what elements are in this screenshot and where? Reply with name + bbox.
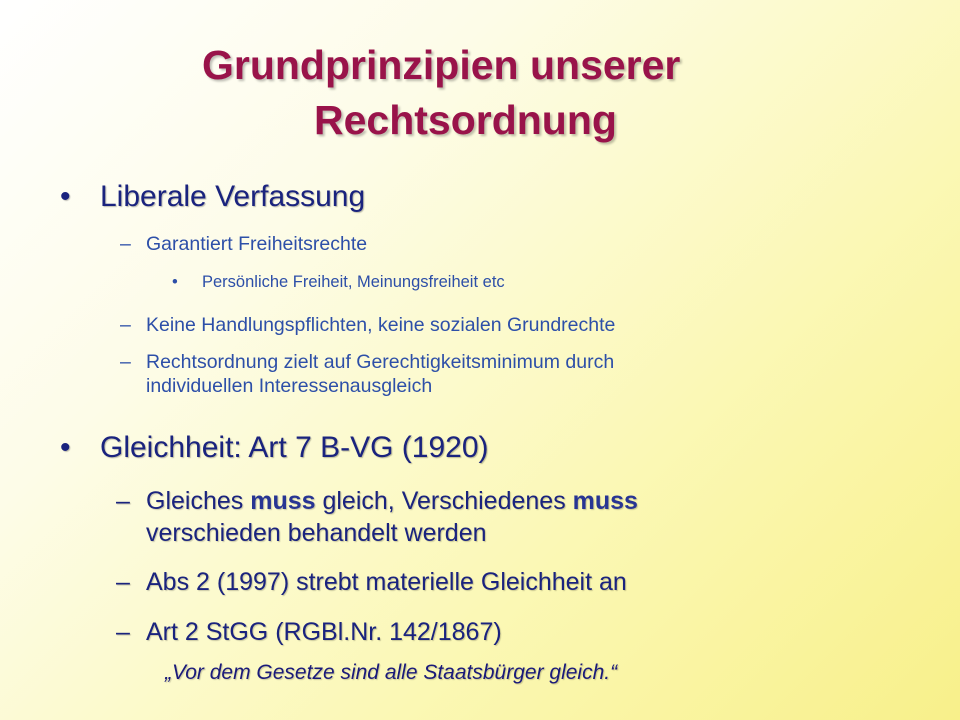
bullet-marker: •: [60, 431, 71, 464]
sub-sub-item-label: Persönliche Freiheit, Meinungsfreiheit etc: [202, 273, 505, 291]
emphasis-muss: muss: [572, 487, 638, 515]
dash-marker: –: [120, 314, 131, 336]
sub-item-line-2: verschieden behandelt werden: [146, 519, 487, 547]
title-line-2: Rechtsordnung: [314, 97, 617, 143]
sub-item-label: Art 2 StGG (RGBl.Nr. 142/1867): [146, 618, 502, 646]
bullet-liberale-verfassung: [60, 180, 366, 214]
sub-item-label: Garantiert Freiheitsrechte: [146, 233, 368, 255]
sub-item-line-2: individuellen Interessenausgleich: [146, 375, 433, 397]
sub-item-text: gleich, Verschiedenes: [315, 487, 573, 515]
sub-item-label: Keine Handlungspflichten, keine sozialen Grundrechte: [146, 314, 616, 336]
bullet-marker: •: [172, 273, 178, 291]
sub-item-rechtsordnung: [120, 350, 615, 398]
sub-sub-item-freiheit: [172, 272, 505, 292]
sub-item-stgg: [116, 616, 502, 648]
quote-text: „Vor dem Gesetze sind alle Staatsbürger gleich.“: [165, 661, 618, 684]
dash-marker: –: [116, 568, 130, 596]
sub-item-line-1: Rechtsordnung zielt auf Gerechtigkeitsminimum durch: [146, 351, 615, 373]
title-line-1: Grundprinzipien unserer: [202, 42, 681, 88]
bullet-marker: •: [60, 180, 71, 213]
sub-item-freiheitsrechte: [120, 232, 368, 256]
sub-item-text: Gleiches: [146, 487, 251, 515]
bullet-label: Gleichheit: Art 7 B-VG (1920): [100, 431, 489, 464]
sub-item-abs2: [116, 566, 627, 598]
sub-item-handlungspflichten: [120, 313, 616, 337]
bullet-gleichheit: [60, 431, 489, 465]
bullet-label: Liberale Verfassung: [100, 180, 366, 213]
sub-item-label: Abs 2 (1997) strebt materielle Gleichheit an: [146, 568, 627, 596]
slide-title: [150, 38, 830, 148]
dash-marker: –: [116, 618, 130, 646]
sub-item-gleiches: [116, 485, 638, 549]
dash-marker: –: [120, 233, 131, 255]
emphasis-muss: muss: [250, 487, 316, 515]
dash-marker: –: [116, 487, 130, 515]
dash-marker: –: [120, 351, 131, 373]
